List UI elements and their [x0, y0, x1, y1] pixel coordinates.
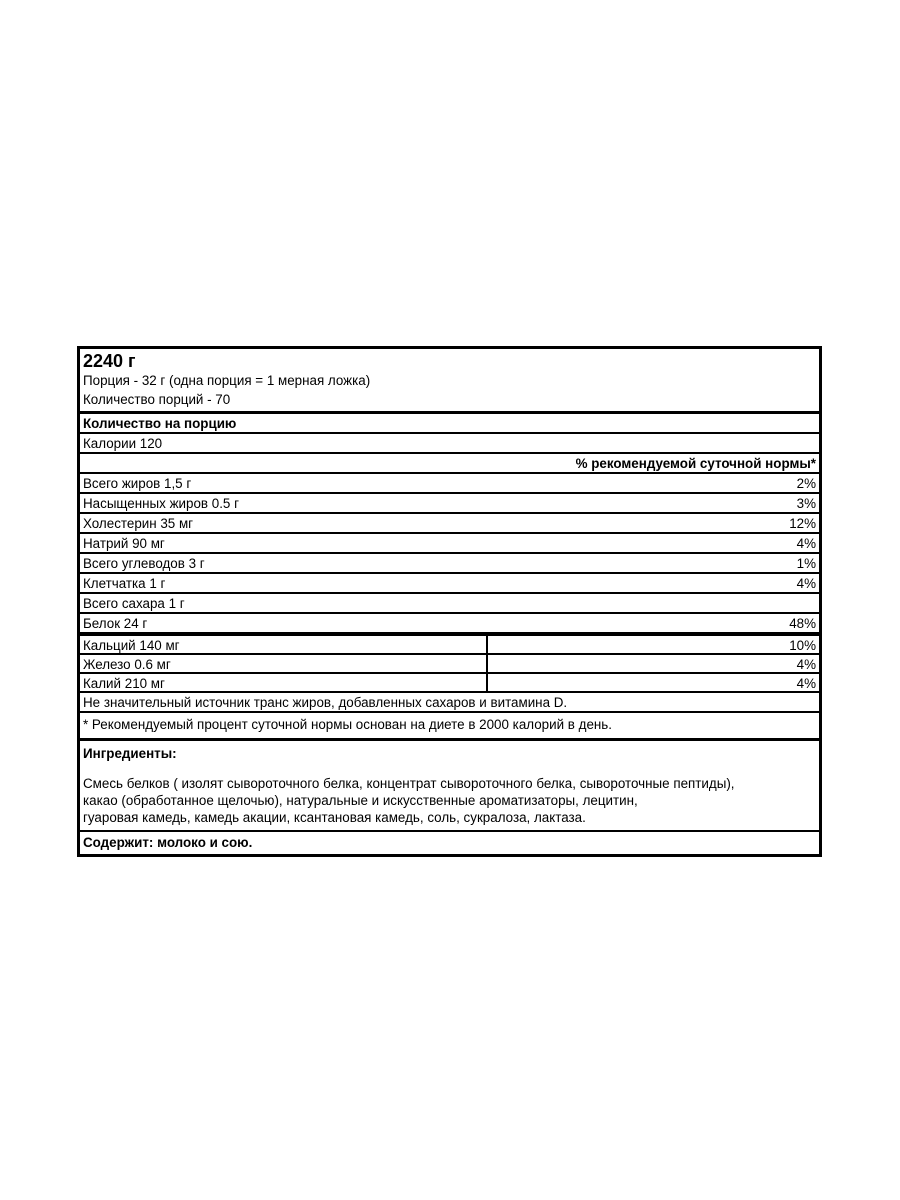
- mineral-dv: 10%: [789, 638, 816, 653]
- nutrient-row: [80, 494, 819, 514]
- nutrient-dv: 1%: [796, 556, 816, 571]
- mineral-dv: 4%: [796, 676, 816, 691]
- not-significant-note: Не значительный источник транс жиров, добавленных сахаров и витамина D.: [80, 693, 819, 713]
- serving-size: Порция - 32 г (одна порция = 1 мерная ложка): [83, 373, 371, 388]
- ingredients-line: гуаровая камедь, камедь акации, ксантановая камедь, соль, сукралоза, лактаза.: [83, 810, 586, 825]
- package-weight: 2240 г: [83, 351, 136, 371]
- mineral-name: Калий 210 мг: [80, 674, 488, 691]
- nutrient-name: Натрий 90 мг: [83, 536, 165, 551]
- allergen-statement: Содержит: молоко и сою.: [83, 835, 253, 850]
- daily-value-footnote: * Рекомендуемый процент суточной нормы основан на диете в 2000 калорий в день.: [80, 713, 819, 741]
- nutrient-name: Клетчатка 1 г: [83, 576, 166, 591]
- nutrient-row: [80, 594, 819, 614]
- nutrition-label: [77, 346, 822, 857]
- nutrient-dv: 4%: [796, 576, 816, 591]
- nutrient-row: [80, 574, 819, 594]
- mineral-dv: 4%: [796, 657, 816, 672]
- nutrient-name: Белок 24 г: [83, 616, 148, 631]
- nutrient-dv: 48%: [789, 616, 816, 631]
- nutrient-name: Всего сахара 1 г: [83, 596, 185, 611]
- nutrient-name: Всего углеводов 3 г: [83, 556, 205, 571]
- nutrient-row: [80, 534, 819, 554]
- amount-per-serving: Количество на порцию: [80, 414, 819, 434]
- nutrient-dv: 4%: [796, 536, 816, 551]
- nutrient-name: Холестерин 35 мг: [83, 516, 194, 531]
- servings-count: Количество порций - 70: [83, 392, 231, 407]
- mineral-name: Кальций 140 мг: [80, 636, 488, 653]
- mineral-row: [80, 636, 819, 655]
- ingredients-title: Ингредиенты:: [83, 746, 177, 761]
- ingredients-line: какао (обработанное щелочью), натуральные и искусственные ароматизаторы, лецитин,: [83, 793, 638, 808]
- calories: Калории 120: [80, 434, 819, 454]
- nutrient-dv: 12%: [789, 516, 816, 531]
- ingredients-line: Смесь белков ( изолят сывороточного белка, концентрат сывороточного белка, сывороточные пептиды),: [83, 776, 735, 791]
- label-header: [80, 349, 819, 414]
- nutrient-row: [80, 554, 819, 574]
- nutrient-row: [80, 474, 819, 494]
- mineral-row: [80, 674, 819, 693]
- mineral-row: [80, 655, 819, 674]
- nutrient-dv: 2%: [796, 476, 816, 491]
- nutrient-name: Всего жиров 1,5 г: [83, 476, 192, 491]
- nutrient-dv: 3%: [796, 496, 816, 511]
- nutrient-row: [80, 614, 819, 636]
- nutrient-name: Насыщенных жиров 0.5 г: [83, 496, 239, 511]
- nutrient-row: [80, 514, 819, 534]
- mineral-name: Железо 0.6 мг: [80, 655, 488, 672]
- ingredients-section: [80, 741, 819, 832]
- daily-value-header: % рекомендуемой суточной нормы*: [80, 454, 819, 474]
